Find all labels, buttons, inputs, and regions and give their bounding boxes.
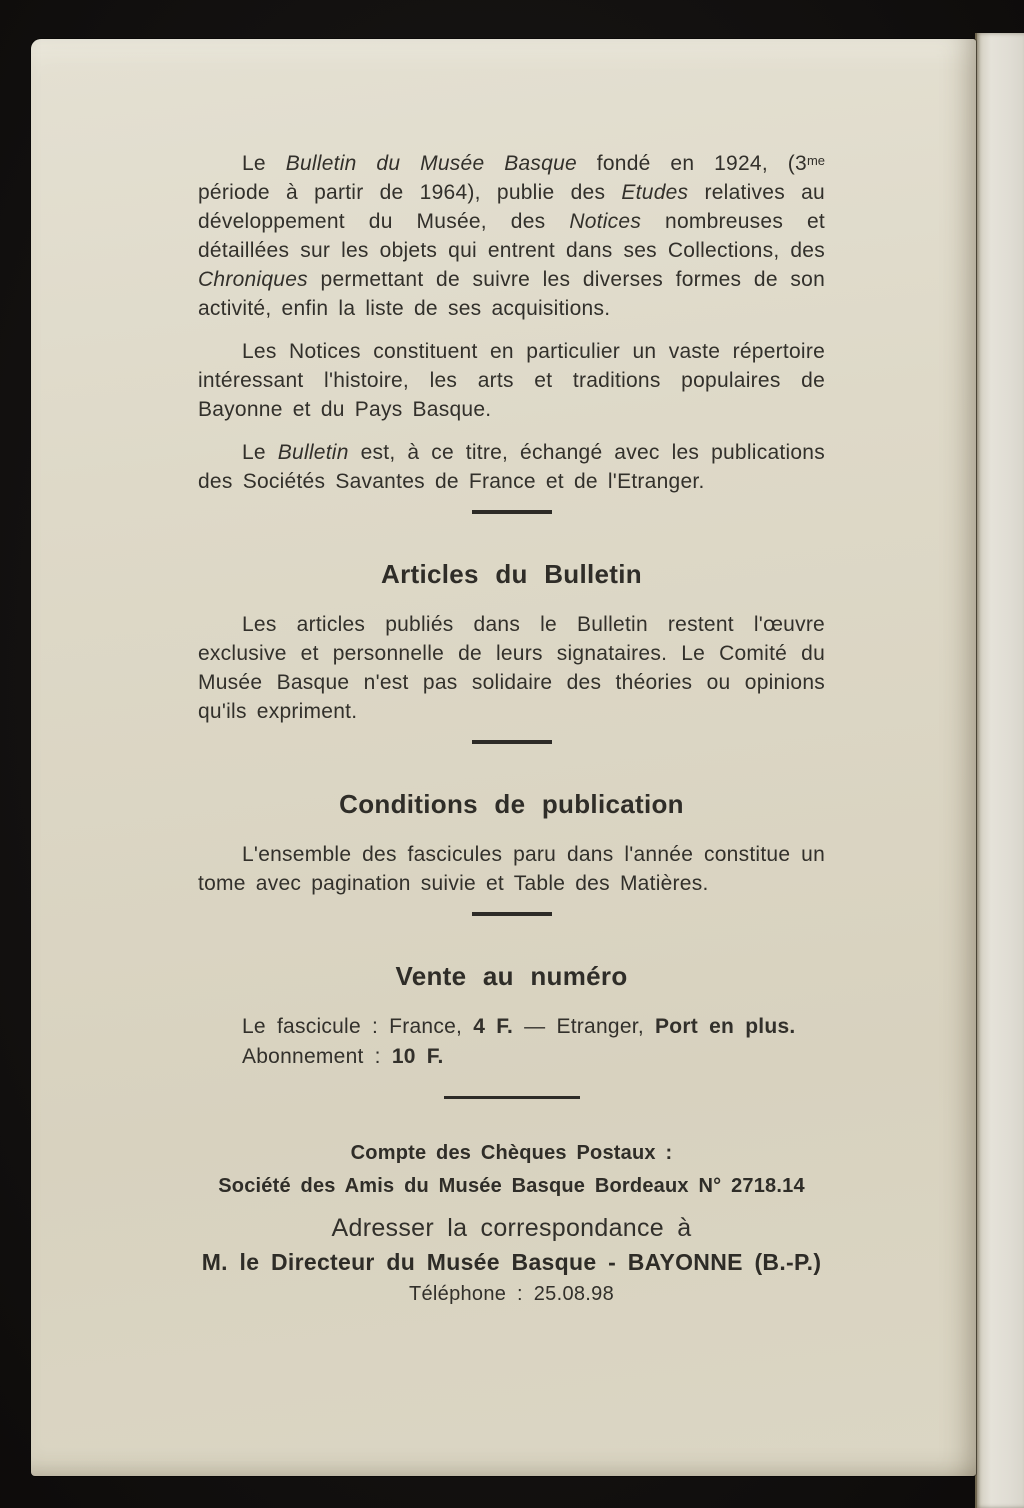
price-line-fascicule: Le fascicule : France, 4 F. — Etranger, Port en plus. [242, 1015, 796, 1038]
postal-account-line-1: Compte des Chèques Postaux : [350, 1142, 673, 1164]
postal-account-line-2: Société des Amis du Musée Basque Bordeaux N° 2718.14 [218, 1175, 805, 1197]
intro-paragraph-2: Les Notices constituent en particulier un vaste répertoire intéressant l'histoire, les arts et traditions populaires de Bayonne et du Pays Basque. [198, 340, 825, 421]
section-divider-1 [472, 510, 552, 514]
intro-paragraph-1: Le Bulletin du Musée Basque fondé en 1924, ($3^{me}$ période à partir de 1964), publie des Etudes relatives au développement du Musée, des Notices nombreuses et détaillées sur les objets qui entrent dans ses Collections, des Chroniques permettant de suivre les diverses formes de son activité, enfin la liste de ses acquisitions. [198, 152, 825, 320]
intro-paragraph-3: Le Bulletin est, à ce titre, échangé avec les publications des Sociétés Savantes de France et de l'Etranger. [198, 441, 825, 493]
correspondence-block [198, 1211, 825, 1309]
correspondence-line: Adresser la correspondance à [331, 1214, 692, 1242]
section-divider-4 [444, 1096, 580, 1099]
section-divider-2 [472, 740, 552, 744]
conditions-paragraph: L'ensemble des fascicules paru dans l'année constitue un tome avec pagination suivie et Table des Matières. [198, 843, 825, 895]
section-divider-3 [472, 912, 552, 916]
page-content [198, 39, 825, 1309]
price-line-abonnement: Abonnement : 10 F. [242, 1045, 444, 1068]
director-address-line: M. le Directeur du Musée Basque - BAYONNE (B.-P.) [201, 1249, 822, 1275]
heading-conditions-de-publication: Conditions de publication [339, 789, 684, 819]
postal-account-block [198, 1137, 825, 1203]
heading-articles-du-bulletin: Articles du Bulletin [381, 559, 642, 589]
book-page [31, 39, 976, 1476]
articles-paragraph: Les articles publiés dans le Bulletin restent l'œuvre exclusive et personnelle de leurs signataires. Le Comité du Musée Basque n'est pas solidaire des théories ou opinions qu'ils expriment. [198, 613, 825, 723]
price-block [198, 1012, 825, 1072]
heading-vente-au-numero: Vente au numéro [395, 961, 628, 991]
adjacent-page-edge [975, 33, 1024, 1508]
phone-line: Téléphone : 25.08.98 [408, 1283, 615, 1305]
